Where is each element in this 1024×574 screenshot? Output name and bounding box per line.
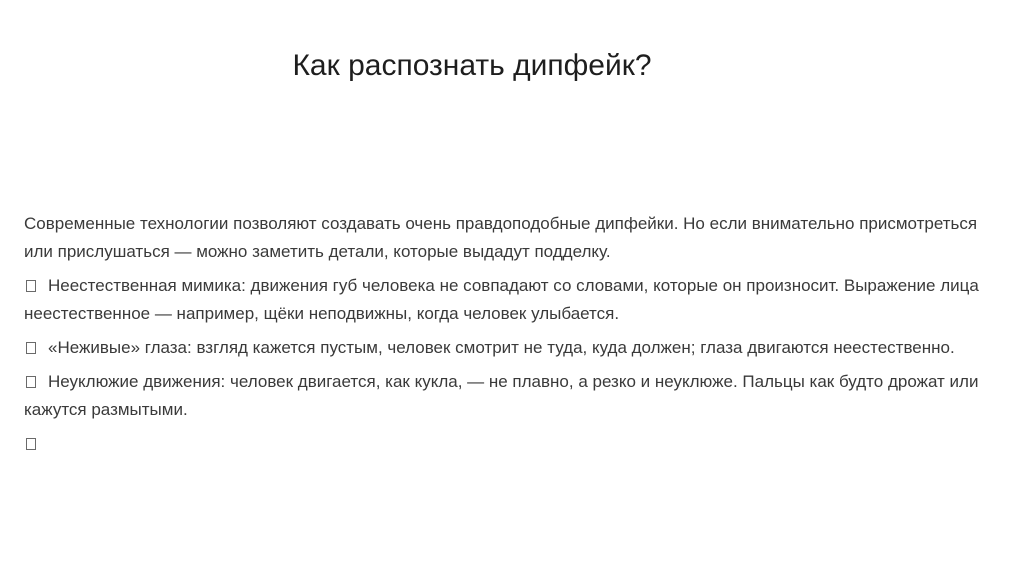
bullet-text: Неестественная мимика: движения губ человека не совпадают со словами, которые он произносит. Выражение лица неестественное — например, щёки неподвижны, когда человек улыбается. bbox=[24, 276, 979, 323]
bullet-item-mimicry bbox=[24, 272, 1004, 328]
slide-body bbox=[24, 210, 1004, 464]
bullet-text: «Неживые» глаза: взгляд кажется пустым, человек смотрит не туда, куда должен; глаза двигаются неестественно. bbox=[48, 338, 955, 357]
bullet-box-icon bbox=[26, 438, 36, 450]
bullet-item-empty bbox=[24, 430, 1004, 458]
bullet-text: Неуклюжие движения: человек двигается, как кукла, — не плавно, а резко и неуклюже. Пальцы как будто дрожат или кажутся размытыми. bbox=[24, 372, 979, 419]
bullet-item-eyes bbox=[24, 334, 1004, 362]
intro-paragraph: Современные технологии позволяют создавать очень правдоподобные дипфейки. Но если внимательно присмотреться или прислушаться — можно заметить детали, которые выдадут подделку. bbox=[24, 214, 978, 261]
bullet-box-icon bbox=[26, 342, 36, 354]
bullet-box-icon bbox=[26, 280, 36, 292]
bullet-item-movements bbox=[24, 368, 1004, 424]
slide-title: Как распознать дипфейк? bbox=[292, 49, 652, 82]
bullet-box-icon bbox=[26, 376, 36, 388]
